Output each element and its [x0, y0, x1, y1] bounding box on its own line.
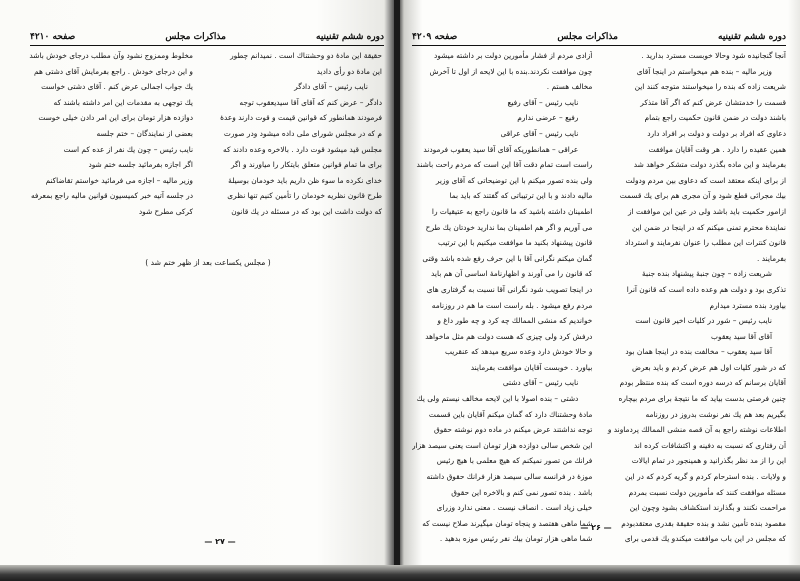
left-page-columns [18, 48, 382, 220]
text-line: از برای اینکه معتقد است که دعاوی بین مردم ودولت [625, 175, 786, 185]
text-line: همین عقیده را دارد . هر وقت آقایان موافقت [648, 144, 786, 154]
text-line: بعضی از نمایندگان – ختم جلسه [96, 128, 193, 138]
text-line: مخالف هستم . [546, 82, 593, 92]
right-page-header [412, 28, 786, 42]
session-label: دوره ششم تقنینیه [316, 32, 384, 42]
speaker-line: آقا سید یعقوب – مخالفت بنده در اینجا همان بود [625, 347, 772, 357]
text-line: چون موافقت نکردند.بنده با این لایحه از اول تا آخرش [429, 66, 593, 76]
speaker-line: نایب رئیس – آقای دشتی [502, 378, 579, 388]
right-page [398, 0, 800, 568]
text-line: در جلسه آتیه خبر کمیسیون قوانین مالیه راجع بمعرفه [30, 191, 193, 201]
running-title: مذاکرات مجلس [165, 32, 226, 42]
text-line: که قانون را می آورند و اظهارنامهٔ اساسی آن هم باید [431, 269, 593, 279]
text-line: می آوریم و اگر هم اطمینان بما ندارید خودتان یك طرح [425, 222, 593, 232]
text-column-left [18, 48, 193, 220]
speaker-line: وزیر مالیه – بنده هم میخواستم در اینجا آقای [636, 66, 772, 76]
text-line: بیاورد . خوبست آقایان موافقت بفرمایند [470, 362, 593, 372]
folio-number: — ۲۶ — [580, 523, 612, 532]
text-line: دوازده هزار تومان برای این امر دادن خیلی خوست [38, 113, 193, 123]
speaker-line: رفیع – عرضی ندارم [517, 113, 579, 123]
page-number-label: صفحه ۴۲۱۰ [30, 32, 76, 42]
text-line: آزادی مردم از فشار مأمورین دولت بر داشته میشود [433, 51, 593, 60]
book-spine-gutter [394, 0, 400, 581]
text-line: آنجا گنجانیده شود وحالا خوبست مسترد بدارید . [641, 51, 786, 60]
text-line: برای ما تمام قوانین متعلق بایتکار را میاورند و اگر [230, 160, 382, 170]
text-line: نایب رئیس – چون یك نفر از عده کم است [63, 144, 193, 154]
text-line: آقایان برسانم که درسه دوره است که بنده منتظر بودم [619, 378, 786, 388]
text-line: باشند دولت در ضمن قانون حکمیت راجع بتمام [644, 113, 786, 123]
text-line: نمایندهٔ محترم تمنی میکنم که در اینجا در ضمن این [632, 222, 786, 232]
text-line: وزیر مالیه – اجازه می فرمائید خواستم تقاضاکنم [45, 175, 193, 185]
text-line: راست است تمام دقت آقا این است که مردم راحت باشند [416, 160, 593, 170]
text-line: خواندیم که منشی الممالك چه کرد و چه طور داغ و [437, 316, 593, 326]
text-line: در اینجا تصویب شود نگرانی آقا نسبت به گرفتاری های [426, 284, 593, 294]
text-line: ازامور حکمیت باید باشد ولی در عین این موافقت از [627, 206, 786, 216]
text-line: بیاورد بنده مسترد میدارم [709, 300, 786, 310]
text-line: کرکی مطرح شود [138, 206, 193, 216]
text-line: یك جواب اجمالی عرض کنم . آقای دشتی خواست [41, 82, 193, 92]
text-line: این مادهٔ دو رأی دادید [316, 66, 382, 76]
session-closing-note: ( مجلس یکساعت بعد از ظهر ختم شد ) [145, 258, 271, 267]
speaker-line: نایب رئیس – آقای عراقی [500, 128, 579, 138]
text-line: که دولت داشت این بود که در مسئله در یك قانون [231, 206, 382, 216]
text-line: توجه نداشتند عرض میکنم در ماده دوم نوشته حقوق [433, 425, 593, 435]
speaker-line: نایب رئیس – آقای دادگر [294, 82, 368, 92]
page-number-label: صفحه ۴۲۰۹ [412, 32, 458, 42]
text-line: فرانك من تصور نمیکنم که هیچ معلمی با هیچ رئیس [436, 456, 593, 466]
text-line: که در شور کلیات اول هم عرض کردم و باید بعرض [632, 362, 786, 372]
text-line: شریعت زاده که بنده را میخواستند متوجه کنند این [634, 82, 786, 92]
text-column-left [412, 48, 592, 547]
folio-number: — ۲۷ — [204, 537, 236, 546]
speaker-line: آقای آقا سید یعقوب [711, 331, 772, 341]
text-line: شما ماهی هزار تومان بیك نفر رئیس موزه بدهید . [439, 534, 593, 544]
speaker-line: نایب رئیس – شور در کلیات اخیر قانون است [635, 316, 772, 326]
text-line: و ولایات . بنده استرحام کردم و گریه کردم که در این [625, 472, 786, 482]
header-rule [412, 45, 786, 47]
text-line: مراحمت نکنند و بگذارند استکشاف بشود وچون این [629, 503, 786, 513]
text-line: بیك مجرائی قطع شود و آن مجری هم برای یك قسمت [619, 191, 786, 201]
text-line: بفرمایند و این ماده بگذرد دولت متشکر خواهد شد [633, 160, 786, 170]
text-line: باشد . بنده تصور نمی کنم و بالاخره این حقوق [451, 487, 593, 497]
right-page-columns [412, 48, 786, 547]
text-line: خیلی زیاد است . انصاف نیست . معنی ندارد وزرای [436, 503, 593, 513]
text-line: درفش کرد ولی چیزی که هست دولت هم مثل ماخواهد [425, 331, 593, 341]
text-line: چنین فرصتی بدست بیاید که ما نتیجهٔ برای مردم بیچاره [618, 394, 786, 404]
running-title: مذاکرات مجلس [557, 32, 618, 42]
text-line: قانون پیشنهاد بکنید ما موافقت میکنیم با این ترتیب [437, 238, 593, 248]
text-line: ولی بنده تصور میکنم با این توضیحاتی که آقای وزیر [435, 175, 593, 185]
scan-bottom-shadow [0, 565, 800, 581]
text-line: مردم رفع میشود . بله راست است ما هم در روزنامه [431, 300, 593, 310]
text-line: مقصود بنده تأمین نشد و بنده حقیقة بقدری معتقدبودم [621, 518, 786, 528]
text-line: بفرمایند . [757, 253, 786, 263]
text-line: این را از مد نظر بگذرانید و همینجور در تمام ایالات [631, 456, 786, 466]
text-line: مسئله موافقت کنند که مأمورین دولت نسبت بمردم [628, 487, 786, 497]
text-line: که مجلس در این باب موافقت میکندو یك قدمی برای [624, 534, 786, 544]
text-line: فرمودند همانطور که قوانین قیمت و قوت دارند وعدهٔ [220, 113, 382, 123]
text-line: و این درجای خودش . راجع بفرمایش آقای دشتی هم [34, 66, 193, 76]
text-line: گمان میکنم نگرانی آقا با این حرف رفع شده باشد وقتی [422, 253, 593, 263]
text-line: دادگر – عرض کنم که آقای آقا سیدیعقوب توجه [239, 97, 382, 107]
header-rule [30, 45, 384, 47]
text-line: مجلس قید میشود قوت دارد . بالاخره وعده دادند که [223, 144, 382, 154]
speaker-line: دشتی – بنده اصولا با این لایحه مخالف نیستم ولی یك [416, 394, 579, 404]
text-line: مخلوط وممزوج نشود وآن مطلب درجای خودش باشد [29, 51, 193, 60]
speaker-line: عراقی – همانطوریکه آقای آقا سید یعقوب فرمودند [423, 144, 579, 154]
text-line: تذکری بود و دولت هم وعده داده است که قانون آنرا [626, 284, 786, 294]
text-line: خدای نکرده ما سوء ظن داریم باید خودمان بوسیلهٔ [228, 175, 382, 185]
text-line: بگیریم بعد هم یك نفر نوشت بدروز در روزنامه [645, 409, 786, 419]
text-line: این شخص سالی دوازده هزار تومان است یعنی سیصد هزار [412, 440, 593, 450]
left-page [0, 0, 396, 568]
text-line: حقیقة این مادهٔ دو وحشتناك است . نمیدانم چطور [230, 51, 382, 60]
speaker-line: نایب رئیس – آقای رفیع [507, 97, 579, 107]
text-line: م که در مجلس شورای ملی داده میشود ودر صورت [223, 128, 382, 138]
left-page-header [30, 28, 384, 42]
text-line: مادهٔ وحشتناك دارد که گمان میکنم آقایان باین قسمت [428, 409, 593, 419]
speaker-line: شریعت زاده – چون جنبهٔ پیشنهاد بنده جنبهٔ [642, 269, 772, 279]
text-line: و حالا خودش دارد وعده سریع میدهد که عنقریب [444, 347, 593, 357]
text-line: دعاوی که افراد بر دولت و دولت بر افراد دارد [647, 128, 786, 138]
text-line: شما ماهی هفتصد و پنجاه تومان میگیرند صلاح نیست که [422, 518, 593, 528]
text-line: طرح قانون نظریه خودمان را تأمین کنیم تنها نظری [227, 191, 382, 201]
text-line: موزهٔ در فرانسه سالی سیصد هزار فرانك حقوق داشته [426, 472, 593, 482]
text-line: یك توجهی به مقدمات این امر داشته باشند که [53, 97, 193, 107]
text-column-right [207, 48, 382, 220]
text-line: قانون کنترات این مطلب را عنوان نفرمایند و استرداد [625, 238, 786, 248]
session-label: دوره ششم تقنینیه [718, 32, 786, 42]
text-line: اگر اجازه بفرمائید جلسه ختم شود [88, 160, 193, 170]
text-line: اطلاعات نوشته راجع به آن قصه منشی الممالك پردماوند و [607, 425, 786, 435]
text-column-right [606, 48, 786, 547]
text-line: آن رفتاری که نسبت به دفینه و اکتشافات کرده اند [633, 440, 786, 450]
text-line: مالیه دادند و با این ترتیباتی که گفتند که باید بما [449, 191, 593, 201]
text-line: قسمت را خدمتشان عرض کنم که اگر آقا متذکر [640, 97, 786, 107]
text-line: اطمینان داشته باشید که ما قانون راجع به عتیقیات را [431, 206, 593, 216]
